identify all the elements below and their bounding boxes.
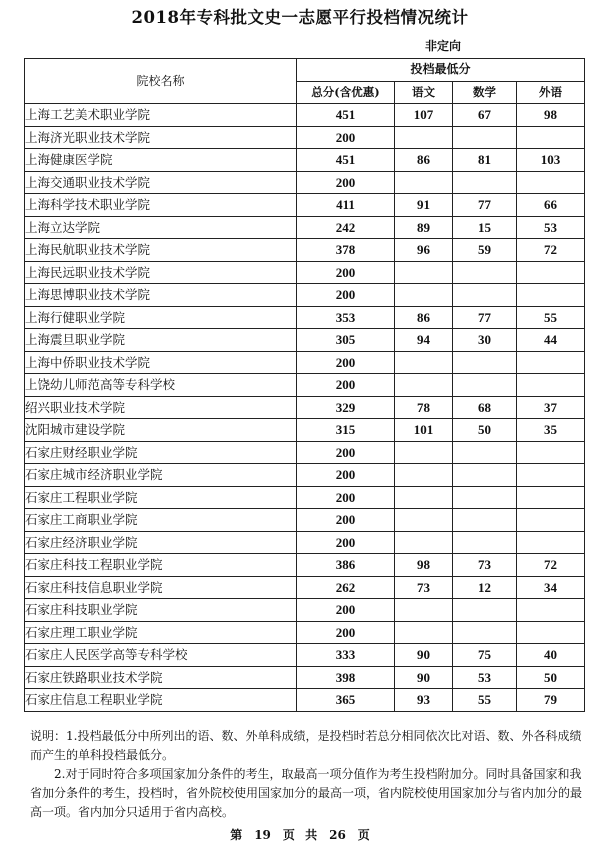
- school-name-cell: 上海健康医学院: [25, 149, 297, 172]
- header-english: 外语: [517, 81, 585, 104]
- footer-suffix: 页: [357, 828, 370, 842]
- chinese-score-cell: [395, 351, 453, 374]
- math-score-cell: 81: [453, 149, 517, 172]
- english-score-cell: [517, 261, 585, 284]
- table-row: [25, 599, 585, 622]
- chinese-score-cell: 73: [395, 576, 453, 599]
- school-name-cell: 石家庄人民医学高等专科学校: [25, 644, 297, 667]
- chinese-score-cell: 90: [395, 644, 453, 667]
- table-row: [25, 441, 585, 464]
- note-2: 2.对于同时符合多项国家加分条件的考生，取最高一项分值作为考生投档附加分。同时具备国家和我省加分条件的考生，投档时，省外院校使用国家加分的最高一项，省内院校使用国家加分与省内加分的最高一项。省内加分只适用于省内高校。: [30, 767, 583, 819]
- chinese-score-cell: [395, 284, 453, 307]
- english-score-cell: 34: [517, 576, 585, 599]
- chinese-score-cell: 96: [395, 239, 453, 262]
- english-score-cell: 53: [517, 216, 585, 239]
- chinese-score-cell: [395, 261, 453, 284]
- school-name-cell: 石家庄财经职业学院: [25, 441, 297, 464]
- math-score-cell: [453, 509, 517, 532]
- table-row: [25, 171, 585, 194]
- english-score-cell: [517, 509, 585, 532]
- school-name-cell: 上海立达学院: [25, 216, 297, 239]
- chinese-score-cell: 78: [395, 396, 453, 419]
- school-name-cell: 石家庄理工职业学院: [25, 621, 297, 644]
- math-score-cell: 59: [453, 239, 517, 262]
- school-name-cell: 上海震旦职业学院: [25, 329, 297, 352]
- total-score-cell: 242: [297, 216, 395, 239]
- admission-score-table: [24, 58, 585, 712]
- header-min-score-group: 投档最低分: [297, 59, 585, 82]
- chinese-score-cell: 98: [395, 554, 453, 577]
- math-score-cell: [453, 126, 517, 149]
- chinese-score-cell: [395, 531, 453, 554]
- school-name-cell: 上海行健职业学院: [25, 306, 297, 329]
- school-name-cell: 上海民航职业技术学院: [25, 239, 297, 262]
- total-score-cell: 200: [297, 374, 395, 397]
- chinese-score-cell: [395, 374, 453, 397]
- math-score-cell: 53: [453, 666, 517, 689]
- english-score-cell: [517, 464, 585, 487]
- table-row: [25, 666, 585, 689]
- chinese-score-cell: [395, 126, 453, 149]
- math-score-cell: 12: [453, 576, 517, 599]
- math-score-cell: [453, 621, 517, 644]
- math-score-cell: 68: [453, 396, 517, 419]
- table-row: [25, 531, 585, 554]
- note-1: 说明：1.投档最低分中所列出的语、数、外单科成绩，是投档时若总分相同依次比对语、数、外各科成绩而产生的单科投档最低分。: [30, 729, 582, 762]
- english-score-cell: 72: [517, 554, 585, 577]
- english-score-cell: 103: [517, 149, 585, 172]
- math-score-cell: 55: [453, 689, 517, 712]
- english-score-cell: [517, 599, 585, 622]
- school-name-cell: 上海民远职业技术学院: [25, 261, 297, 284]
- total-score-cell: 200: [297, 351, 395, 374]
- table-row: [25, 374, 585, 397]
- table-row: [25, 216, 585, 239]
- math-score-cell: 67: [453, 104, 517, 127]
- table-row: [25, 261, 585, 284]
- math-score-cell: [453, 284, 517, 307]
- chinese-score-cell: [395, 509, 453, 532]
- english-score-cell: 72: [517, 239, 585, 262]
- math-score-cell: [453, 374, 517, 397]
- school-name-cell: 上海交通职业技术学院: [25, 171, 297, 194]
- chinese-score-cell: 86: [395, 306, 453, 329]
- school-name-cell: 上海中侨职业技术学院: [25, 351, 297, 374]
- total-score-cell: 200: [297, 621, 395, 644]
- chinese-score-cell: 93: [395, 689, 453, 712]
- total-score-cell: 353: [297, 306, 395, 329]
- english-score-cell: 66: [517, 194, 585, 217]
- total-score-cell: 451: [297, 149, 395, 172]
- math-score-cell: [453, 486, 517, 509]
- total-score-cell: 329: [297, 396, 395, 419]
- table-row: [25, 419, 585, 442]
- total-score-cell: 315: [297, 419, 395, 442]
- school-name-cell: 石家庄科技信息职业学院: [25, 576, 297, 599]
- page-title: 2018年专科批文史一志愿平行投档情况统计: [131, 8, 469, 27]
- english-score-cell: [517, 171, 585, 194]
- table-row: [25, 239, 585, 262]
- total-score-cell: 398: [297, 666, 395, 689]
- total-score-cell: 386: [297, 554, 395, 577]
- table-row: [25, 486, 585, 509]
- english-score-cell: [517, 486, 585, 509]
- math-score-cell: [453, 464, 517, 487]
- math-score-cell: [453, 261, 517, 284]
- footer-page-number: 19: [254, 828, 271, 842]
- school-name-cell: 石家庄工程职业学院: [25, 486, 297, 509]
- table-row: [25, 644, 585, 667]
- english-score-cell: 37: [517, 396, 585, 419]
- total-score-cell: 200: [297, 171, 395, 194]
- total-score-cell: 200: [297, 284, 395, 307]
- english-score-cell: 98: [517, 104, 585, 127]
- math-score-cell: 77: [453, 306, 517, 329]
- english-score-cell: [517, 441, 585, 464]
- school-name-cell: 上海工艺美术职业学院: [25, 104, 297, 127]
- table-row: [25, 329, 585, 352]
- chinese-score-cell: [395, 171, 453, 194]
- school-name-cell: 绍兴职业技术学院: [25, 396, 297, 419]
- math-score-cell: [453, 441, 517, 464]
- english-score-cell: 35: [517, 419, 585, 442]
- table-row: [25, 554, 585, 577]
- footer-total-pages: 26: [329, 828, 346, 842]
- chinese-score-cell: 90: [395, 666, 453, 689]
- chinese-score-cell: 101: [395, 419, 453, 442]
- math-score-cell: [453, 599, 517, 622]
- math-score-cell: 30: [453, 329, 517, 352]
- footer-prefix: 第: [230, 828, 243, 842]
- total-score-cell: 365: [297, 689, 395, 712]
- chinese-score-cell: [395, 621, 453, 644]
- english-score-cell: [517, 284, 585, 307]
- school-name-cell: 石家庄科技工程职业学院: [25, 554, 297, 577]
- header-total: 总分(含优惠): [297, 81, 395, 104]
- math-score-cell: 73: [453, 554, 517, 577]
- table-row: [25, 464, 585, 487]
- table-row: [25, 306, 585, 329]
- school-name-cell: 上海思博职业技术学院: [25, 284, 297, 307]
- english-score-cell: 79: [517, 689, 585, 712]
- english-score-cell: 40: [517, 644, 585, 667]
- total-score-cell: 378: [297, 239, 395, 262]
- math-score-cell: 77: [453, 194, 517, 217]
- total-score-cell: 411: [297, 194, 395, 217]
- chinese-score-cell: 91: [395, 194, 453, 217]
- total-score-cell: 200: [297, 509, 395, 532]
- table-row: [25, 194, 585, 217]
- table-row: [25, 509, 585, 532]
- total-score-cell: 200: [297, 531, 395, 554]
- table-row: [25, 351, 585, 374]
- footer-middle: 页 共: [282, 828, 318, 842]
- table-row: [25, 104, 585, 127]
- chinese-score-cell: 107: [395, 104, 453, 127]
- school-name-cell: 石家庄信息工程职业学院: [25, 689, 297, 712]
- english-score-cell: 50: [517, 666, 585, 689]
- school-name-cell: 石家庄城市经济职业学院: [25, 464, 297, 487]
- table-row: [25, 621, 585, 644]
- school-name-cell: 石家庄经济职业学院: [25, 531, 297, 554]
- table-row: [25, 149, 585, 172]
- subtitle-non-directional: 非定向: [425, 39, 462, 53]
- notes: [30, 727, 586, 822]
- english-score-cell: [517, 351, 585, 374]
- english-score-cell: [517, 126, 585, 149]
- school-name-cell: 石家庄铁路职业技术学院: [25, 666, 297, 689]
- english-score-cell: 55: [517, 306, 585, 329]
- school-name-cell: 上海济光职业技术学院: [25, 126, 297, 149]
- math-score-cell: [453, 531, 517, 554]
- math-score-cell: 50: [453, 419, 517, 442]
- table-body: [25, 104, 585, 712]
- table-row: [25, 126, 585, 149]
- english-score-cell: [517, 374, 585, 397]
- english-score-cell: [517, 621, 585, 644]
- chinese-score-cell: 94: [395, 329, 453, 352]
- total-score-cell: 333: [297, 644, 395, 667]
- total-score-cell: 451: [297, 104, 395, 127]
- chinese-score-cell: [395, 486, 453, 509]
- chinese-score-cell: [395, 599, 453, 622]
- english-score-cell: 44: [517, 329, 585, 352]
- math-score-cell: [453, 351, 517, 374]
- english-score-cell: [517, 531, 585, 554]
- total-score-cell: 262: [297, 576, 395, 599]
- total-score-cell: 200: [297, 441, 395, 464]
- math-score-cell: 75: [453, 644, 517, 667]
- table-row: [25, 396, 585, 419]
- table-row: [25, 284, 585, 307]
- chinese-score-cell: [395, 441, 453, 464]
- total-score-cell: 200: [297, 464, 395, 487]
- school-name-cell: 上饶幼儿师范高等专科学校: [25, 374, 297, 397]
- chinese-score-cell: 86: [395, 149, 453, 172]
- header-school-name: 院校名称: [25, 59, 297, 104]
- total-score-cell: 305: [297, 329, 395, 352]
- chinese-score-cell: 89: [395, 216, 453, 239]
- page-footer: [0, 826, 600, 843]
- total-score-cell: 200: [297, 126, 395, 149]
- school-name-cell: 上海科学技术职业学院: [25, 194, 297, 217]
- table-row: [25, 689, 585, 712]
- total-score-cell: 200: [297, 486, 395, 509]
- table-row: [25, 576, 585, 599]
- header-chinese: 语文: [395, 81, 453, 104]
- total-score-cell: 200: [297, 261, 395, 284]
- school-name-cell: 石家庄工商职业学院: [25, 509, 297, 532]
- total-score-cell: 200: [297, 599, 395, 622]
- school-name-cell: 石家庄科技职业学院: [25, 599, 297, 622]
- math-score-cell: 15: [453, 216, 517, 239]
- math-score-cell: [453, 171, 517, 194]
- school-name-cell: 沈阳城市建设学院: [25, 419, 297, 442]
- chinese-score-cell: [395, 464, 453, 487]
- header-math: 数学: [453, 81, 517, 104]
